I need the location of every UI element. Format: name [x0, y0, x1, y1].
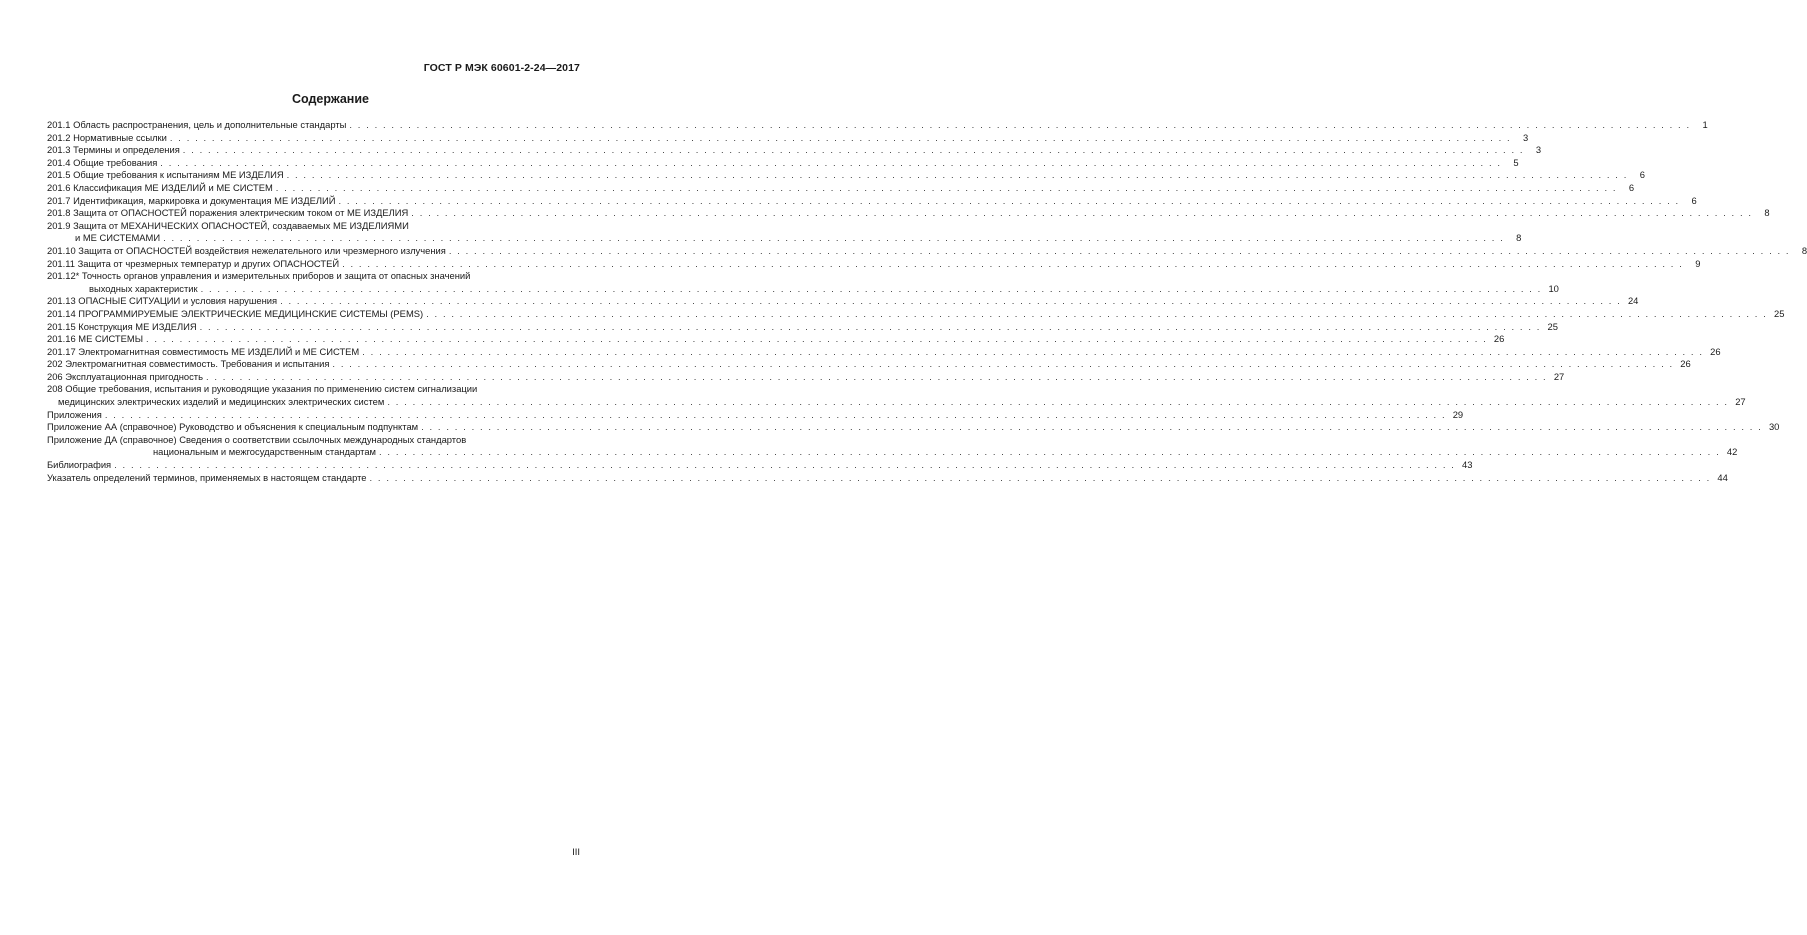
page-title: Содержание	[291, 92, 369, 106]
dot-leader: . . . . . . . . . . . . . . . . . . . . . . . . . . . . . . . . . . . . . . . . . . . . . . . . . . . . . . . . . . . . . . . . . . . . . . . . . . . . . . . . . . . . . . . . . . . . . . . . . . . . . . . . . . . . . . . . . . . . . . . . . . . . . . . . . . . . . . . . . . . . . . . . . . . . . . . . . . . . . . . .	[448, 244, 1791, 256]
toc-entry-text: 201.8 Защита от ОПАСНОСТЕЙ поражения электрическим током от МЕ ИЗДЕЛИЯ	[47, 207, 409, 219]
toc-line	[47, 333, 1505, 346]
toc-page-number: 6	[1639, 169, 1645, 181]
toc-entry[interactable]	[47, 421, 1780, 434]
toc-entry-text: 201.1 Область распространения, цель и дополнительные стандарты	[47, 119, 347, 130]
dot-leader: . . . . . . . . . . . . . . . . . . . . . . . . . . . . . . . . . . . . . . . . . . . . . . . . . . . . . . . . . . . . . . . . . . . . . . . . . . . . . . . . . . . . . . . . . . . . . . . . . . . . . . . . . . . . . . . . . . . . . . . . . . . . . . . . . . . . . . . . . . . . . . . . . . . . . . . . . . . . . . . .	[362, 345, 1704, 357]
toc-entry[interactable]	[47, 320, 1558, 334]
dot-leader: . . . . . . . . . . . . . . . . . . . . . . . . . . . . . . . . . . . . . . . . . . . . . . . . . . . . . . . . . . . . . . . . . . . . . . . . . . . . . . . . . . . . . . . . . . . . . . . . . . . . . . . . . . . . . . . . . . . . . . . . . . . . . . . . . . . . . . . . . . . . . . . . . . . . . . . . . . . . . . . .	[199, 320, 1541, 332]
toc-line	[47, 220, 583, 233]
dot-leader: . . . . . . . . . . . . . . . . . . . . . . . . . . . . . . . . . . . . . . . . . . . . . . . . . . . . . . . . . . . . . . . . . . . . . . . . . . . . . . . . . . . . . . . . . . . . . . . . . . . . . . . . . . . . . . . . . . . . . . . . . . . . . . . . . . . . . . . . . . . . . . . . . . . . . . . . . . . . . . . .	[163, 232, 1505, 244]
toc-page-number: 24	[1627, 295, 1639, 307]
toc-entry[interactable]	[47, 119, 1708, 132]
toc-entry-text: 201.3 Термины и определения	[47, 144, 180, 156]
dot-leader: . . . . . . . . . . . . . . . . . . . . . . . . . . . . . . . . . . . . . . . . . . . . . . . . . . . . . . . . . . . . . . . . . . . . . . . . . . . . . . . . . . . . . . . . . . . . . . . . . . . . . . . . . . . . . . . . . . . . . . . . . . . . . . . . . . . . . . . . . . . . . . . . . . . . . . . . . . . . . . . .	[338, 194, 1680, 206]
toc-line	[47, 320, 1558, 334]
toc-entry-text: 201.15 Конструкция МЕ ИЗДЕЛИЯ	[47, 320, 197, 332]
toc-page-number: 8	[1764, 207, 1770, 219]
toc-line	[47, 244, 1807, 258]
toc-entry-text: Библиография	[47, 459, 112, 471]
toc-line	[47, 257, 1701, 271]
toc-line	[47, 181, 1635, 195]
toc-line	[47, 383, 583, 396]
toc-entry[interactable]	[47, 408, 1464, 422]
toc-page-number: 8	[1516, 232, 1522, 244]
toc-entry[interactable]	[47, 244, 1807, 258]
dot-leader: . . . . . . . . . . . . . . . . . . . . . . . . . . . . . . . . . . . . . . . . . . . . . . . . . . . . . . . . . . . . . . . . . . . . . . . . . . . . . . . . . . . . . . . . . . . . . . . . . . . . . . . . . . . . . . . . . . . . . . . . . . . . . . . . . . . . . . . . . . . . . . . . . . . . . . . . . . . . . . . .	[146, 333, 1488, 345]
dot-leader: . . . . . . . . . . . . . . . . . . . . . . . . . . . . . . . . . . . . . . . . . . . . . . . . . . . . . . . . . . . . . . . . . . . . . . . . . . . . . . . . . . . . . . . . . . . . . . . . . . . . . . . . . . . . . . . . . . . . . . . . . . . . . . . . . . . . . . . . . . . . . . . . . . . . . . . . . . . . . . . .	[200, 282, 1542, 294]
toc-page-number: 10	[1548, 282, 1559, 294]
toc-page-number: 25	[1547, 320, 1558, 332]
toc-line	[47, 358, 1691, 371]
toc-entry[interactable]	[47, 270, 1559, 295]
toc-line	[47, 408, 1464, 422]
toc-entry-text: 201.14 ПРОГРАММИРУЕМЫЕ ЭЛЕКТРИЧЕСКИЕ МЕДИЦИНСКИЕ СИСТЕМЫ (PEMS)	[47, 307, 424, 319]
standard-code-header: ГОСТ Р МЭК 60601-2-24—2017	[423, 62, 580, 74]
toc-entry[interactable]	[47, 459, 1473, 472]
toc-line	[47, 156, 1519, 170]
toc-entry[interactable]	[47, 156, 1519, 170]
toc-entry[interactable]	[47, 194, 1697, 208]
toc-entry-text: выходных характеристик	[89, 282, 198, 294]
toc-entry-text: 208 Общие требования, испытания и руководящие указания по применению систем сигнализации	[47, 383, 478, 395]
toc-line	[47, 144, 1542, 157]
toc-page-number: 1	[1702, 119, 1708, 130]
toc-entry-text: 201.4 Общие требования	[47, 156, 158, 168]
toc-entry[interactable]	[47, 307, 1785, 321]
dot-leader: . . . . . . . . . . . . . . . . . . . . . . . . . . . . . . . . . . . . . . . . . . . . . . . . . . . . . . . . . . . . . . . . . . . . . . . . . . . . . . . . . . . . . . . . . . . . . . . . . . . . . . . . . . . . . . . . . . . . . . . . . . . . . . . . . . . . . . . . . . . . . . . . . . . . . . . . . . . . . . . .	[205, 370, 1548, 382]
toc-page-number: 8	[1801, 244, 1807, 256]
toc-entry-text: Приложение ДА (справочное) Сведения о соответствии ссылочных международных стандартов	[47, 433, 467, 445]
toc-page-number: 27	[1735, 396, 1746, 408]
toc-entry[interactable]	[47, 345, 1721, 359]
toc-page-number: 6	[1628, 181, 1635, 193]
toc-entry-text: 202 Электромагнитная совместимость. Требования и испытания	[47, 358, 330, 370]
toc-line	[47, 396, 1746, 409]
toc-page-number: 3	[1522, 131, 1529, 143]
toc-line	[47, 421, 1780, 434]
toc-page-number: 3	[1535, 144, 1542, 156]
toc-entry-text: национальным и межгосударственным стандартам	[153, 446, 376, 458]
dot-leader: . . . . . . . . . . . . . . . . . . . . . . . . . . . . . . . . . . . . . . . . . . . . . . . . . . . . . . . . . . . . . . . . . . . . . . . . . . . . . . . . . . . . . . . . . . . . . . . . . . . . . . . . . . . . . . . . . . . . . . . . . . . . . . . . . . . . . . . . . . . . . . . . . . . . . . . . . . . . . . . .	[342, 257, 1684, 269]
toc-page-number: 25	[1773, 307, 1785, 319]
toc-entry-text: 201.6 Классификация МЕ ИЗДЕЛИЙ и МЕ СИСТЕМ	[47, 181, 273, 193]
toc-entry-text: 201.7 Идентификация, маркировка и документация МЕ ИЗДЕЛИЙ	[47, 194, 336, 206]
toc-line	[47, 232, 1522, 245]
toc-line	[47, 434, 583, 447]
toc-entry-text: Указатель определений терминов, применяемых в настоящем стандарте	[47, 471, 367, 483]
toc-entry[interactable]	[47, 433, 1738, 459]
toc-entry-text: и МЕ СИСТЕМАМИ	[75, 232, 161, 244]
dot-leader: . . . . . . . . . . . . . . . . . . . . . . . . . . . . . . . . . . . . . . . . . . . . . . . . . . . . . . . . . . . . . . . . . . . . . . . . . . . . . . . . . . . . . . . . . . . . . . . . . . . . . . . . . . . . . . . . . . . . . . . . . . . . . . . . . . . . . . . . . . . . . . . . . . . . . . . . . . . . . . . .	[349, 119, 1691, 130]
dot-leader: . . . . . . . . . . . . . . . . . . . . . . . . . . . . . . . . . . . . . . . . . . . . . . . . . . . . . . . . . . . . . . . . . . . . . . . . . . . . . . . . . . . . . . . . . . . . . . . . . . . . . . . . . . . . . . . . . . . . . . . . . . . . . . . . . . . . . . . . . . . . . . . . . . . . . . . . . . . . . . . .	[275, 181, 1618, 193]
toc-line	[47, 471, 1728, 485]
toc-page-number: 6	[1691, 194, 1697, 206]
toc-page-number: 9	[1695, 257, 1701, 269]
toc-line	[47, 370, 1565, 384]
toc-entry[interactable]	[47, 295, 1639, 308]
dot-leader: . . . . . . . . . . . . . . . . . . . . . . . . . . . . . . . . . . . . . . . . . . . . . . . . . . . . . . . . . . . . . . . . . . . . . . . . . . . . . . . . . . . . . . . . . . . . . . . . . . . . . . . . . . . . . . . . . . . . . . . . . . . . . . . . . . . . . . . . . . . . . . . . . . . . . . . . . . . . . . . .	[114, 459, 1456, 471]
toc-entry[interactable]	[47, 358, 1691, 371]
toc-entry[interactable]	[47, 471, 1728, 485]
toc-entry[interactable]	[47, 144, 1542, 157]
toc-entry-text: 201.10 Защита от ОПАСНОСТЕЙ воздействия нежелательного или чрезмерного излучения	[47, 244, 446, 256]
toc-line	[47, 194, 1697, 208]
dot-leader: . . . . . . . . . . . . . . . . . . . . . . . . . . . . . . . . . . . . . . . . . . . . . . . . . . . . . . . . . . . . . . . . . . . . . . . . . . . . . . . . . . . . . . . . . . . . . . . . . . . . . . . . . . . . . . . . . . . . . . . . . . . . . . . . . . . . . . . . . . . . . . . . . . . . . . . . . . . . . . . .	[332, 358, 1674, 370]
dot-leader: . . . . . . . . . . . . . . . . . . . . . . . . . . . . . . . . . . . . . . . . . . . . . . . . . . . . . . . . . . . . . . . . . . . . . . . . . . . . . . . . . . . . . . . . . . . . . . . . . . . . . . . . . . . . . . . . . . . . . . . . . . . . . . . . . . . . . . . . . . . . . . . . . . . . . . . . . . . . . . . .	[421, 421, 1763, 433]
toc-line	[47, 270, 583, 283]
dot-leader: . . . . . . . . . . . . . . . . . . . . . . . . . . . . . . . . . . . . . . . . . . . . . . . . . . . . . . . . . . . . . . . . . . . . . . . . . . . . . . . . . . . . . . . . . . . . . . . . . . . . . . . . . . . . . . . . . . . . . . . . . . . . . . . . . . . . . . . . . . . . . . . . . . . . . . . . . . . . . . . .	[426, 307, 1768, 319]
toc-entry[interactable]	[47, 169, 1645, 182]
toc-page-number: 29	[1452, 408, 1464, 420]
toc-line	[47, 459, 1473, 472]
page-number: III	[572, 847, 580, 858]
toc-entry-text: 201.5 Общие требования к испытаниям МЕ ИЗДЕЛИЯ	[47, 169, 284, 181]
toc-entry-text: Приложения	[47, 408, 102, 420]
dot-leader: . . . . . . . . . . . . . . . . . . . . . . . . . . . . . . . . . . . . . . . . . . . . . . . . . . . . . . . . . . . . . . . . . . . . . . . . . . . . . . . . . . . . . . . . . . . . . . . . . . . . . . . . . . . . . . . . . . . . . . . . . . . . . . . . . . . . . . . . . . . . . . . . . . . . . . . . . . . . . . . .	[160, 156, 1502, 168]
toc-entry[interactable]	[47, 219, 1522, 245]
toc-entry-text: 201.2 Нормативные ссылки	[47, 131, 167, 143]
toc-page-number: 26	[1493, 333, 1505, 345]
dot-leader: . . . . . . . . . . . . . . . . . . . . . . . . . . . . . . . . . . . . . . . . . . . . . . . . . . . . . . . . . . . . . . . . . . . . . . . . . . . . . . . . . . . . . . . . . . . . . . . . . . . . . . . . . . . . . . . . . . . . . . . . . . . . . . . . . . . . . . . . . . . . . . . . . . . . . . . . . . . . . . . .	[379, 446, 1721, 458]
dot-leader: . . . . . . . . . . . . . . . . . . . . . . . . . . . . . . . . . . . . . . . . . . . . . . . . . . . . . . . . . . . . . . . . . . . . . . . . . . . . . . . . . . . . . . . . . . . . . . . . . . . . . . . . . . . . . . . . . . . . . . . . . . . . . . . . . . . . . . . . . . . . . . . . . . . . . . . . . . . . . . . .	[182, 144, 1525, 156]
toc-entry[interactable]	[47, 370, 1565, 384]
toc-page-number: 30	[1768, 421, 1780, 433]
toc-line	[47, 345, 1721, 359]
dot-leader: . . . . . . . . . . . . . . . . . . . . . . . . . . . . . . . . . . . . . . . . . . . . . . . . . . . . . . . . . . . . . . . . . . . . . . . . . . . . . . . . . . . . . . . . . . . . . . . . . . . . . . . . . . . . . . . . . . . . . . . . . . . . . . . . . . . . . . . . . . . . . . . . . . . . . . . . . . . . . . . .	[104, 408, 1447, 420]
toc-page-number: 42	[1726, 446, 1738, 458]
toc-entry[interactable]	[47, 333, 1505, 346]
toc-entry[interactable]	[47, 257, 1701, 271]
dot-leader: . . . . . . . . . . . . . . . . . . . . . . . . . . . . . . . . . . . . . . . . . . . . . . . . . . . . . . . . . . . . . . . . . . . . . . . . . . . . . . . . . . . . . . . . . . . . . . . . . . . . . . . . . . . . . . . . . . . . . . . . . . . . . . . . . . . . . . . . . . . . . . . . . . . . . . . . . . . . . . . .	[286, 169, 1628, 181]
toc-entry-text: 201.9 Защита от МЕХАНИЧЕСКИХ ОПАСНОСТЕЙ, создаваемых МЕ ИЗДЕЛИЯМИ	[47, 219, 409, 231]
toc-entry-text: 201.17 Электромагнитная совместимость МЕ ИЗДЕЛИЙ и МЕ СИСТЕМ	[47, 345, 360, 357]
toc-entry-text: 201.13 ОПАСНЫЕ СИТУАЦИИ и условия нарушения	[47, 295, 278, 307]
table-of-contents	[47, 119, 1807, 484]
toc-entry-text: 201.12* Точность органов управления и измерительных приборов и защита от опасных значений	[47, 270, 471, 282]
toc-page-number: 5	[1513, 156, 1519, 168]
dot-leader: . . . . . . . . . . . . . . . . . . . . . . . . . . . . . . . . . . . . . . . . . . . . . . . . . . . . . . . . . . . . . . . . . . . . . . . . . . . . . . . . . . . . . . . . . . . . . . . . . . . . . . . . . . . . . . . . . . . . . . . . . . . . . . . . . . . . . . . . . . . . . . . . . . . . . . . . . . . . . . . .	[369, 471, 1711, 483]
dot-leader: . . . . . . . . . . . . . . . . . . . . . . . . . . . . . . . . . . . . . . . . . . . . . . . . . . . . . . . . . . . . . . . . . . . . . . . . . . . . . . . . . . . . . . . . . . . . . . . . . . . . . . . . . . . . . . . . . . . . . . . . . . . . . . . . . . . . . . . . . . . . . . . . . . . . . . . . . . . . . . . .	[169, 131, 1512, 143]
toc-line	[47, 307, 1785, 321]
toc-page-number: 27	[1553, 370, 1565, 382]
toc-page-number: 43	[1462, 459, 1473, 471]
toc-line	[47, 295, 1639, 308]
toc-line	[47, 446, 1738, 459]
toc-line	[47, 131, 1529, 145]
dot-leader: . . . . . . . . . . . . . . . . . . . . . . . . . . . . . . . . . . . . . . . . . . . . . . . . . . . . . . . . . . . . . . . . . . . . . . . . . . . . . . . . . . . . . . . . . . . . . . . . . . . . . . . . . . . . . . . . . . . . . . . . . . . . . . . . . . . . . . . . . . . . . . . . . . . . . . . . . . . . . . . .	[411, 207, 1753, 219]
toc-entry-text: 201.11 Защита от чрезмерных температур и других ОПАСНОСТЕЙ	[47, 257, 340, 269]
toc-line	[47, 119, 1708, 132]
toc-page-number: 44	[1717, 471, 1728, 483]
toc-entry-text: медицинских электрических изделий и медицинских электрических систем	[58, 396, 385, 408]
toc-entry-text: 201.16 МЕ СИСТЕМЫ	[47, 333, 144, 345]
toc-line	[47, 169, 1645, 182]
toc-entry[interactable]	[47, 207, 1770, 220]
toc-page-number: 26	[1680, 358, 1691, 370]
toc-entry-text: 206 Эксплуатационная пригодность	[47, 370, 203, 382]
toc-entry-text: Приложение АА (справочное) Руководство и объяснения к специальным подпунктам	[47, 421, 419, 433]
toc-line	[47, 207, 1770, 220]
toc-line	[47, 282, 1559, 296]
dot-leader: . . . . . . . . . . . . . . . . . . . . . . . . . . . . . . . . . . . . . . . . . . . . . . . . . . . . . . . . . . . . . . . . . . . . . . . . . . . . . . . . . . . . . . . . . . . . . . . . . . . . . . . . . . . . . . . . . . . . . . . . . . . . . . . . . . . . . . . . . . . . . . . . . . . . . . . . . . . . . . . .	[280, 295, 1622, 307]
toc-entry[interactable]	[47, 181, 1635, 195]
toc-page-number: 26	[1710, 345, 1721, 357]
toc-entry[interactable]	[47, 383, 1746, 408]
dot-leader: . . . . . . . . . . . . . . . . . . . . . . . . . . . . . . . . . . . . . . . . . . . . . . . . . . . . . . . . . . . . . . . . . . . . . . . . . . . . . . . . . . . . . . . . . . . . . . . . . . . . . . . . . . . . . . . . . . . . . . . . . . . . . . . . . . . . . . . . . . . . . . . . . . . . . . . . . . . . . . . .	[387, 396, 1729, 408]
toc-entry[interactable]	[47, 131, 1529, 145]
